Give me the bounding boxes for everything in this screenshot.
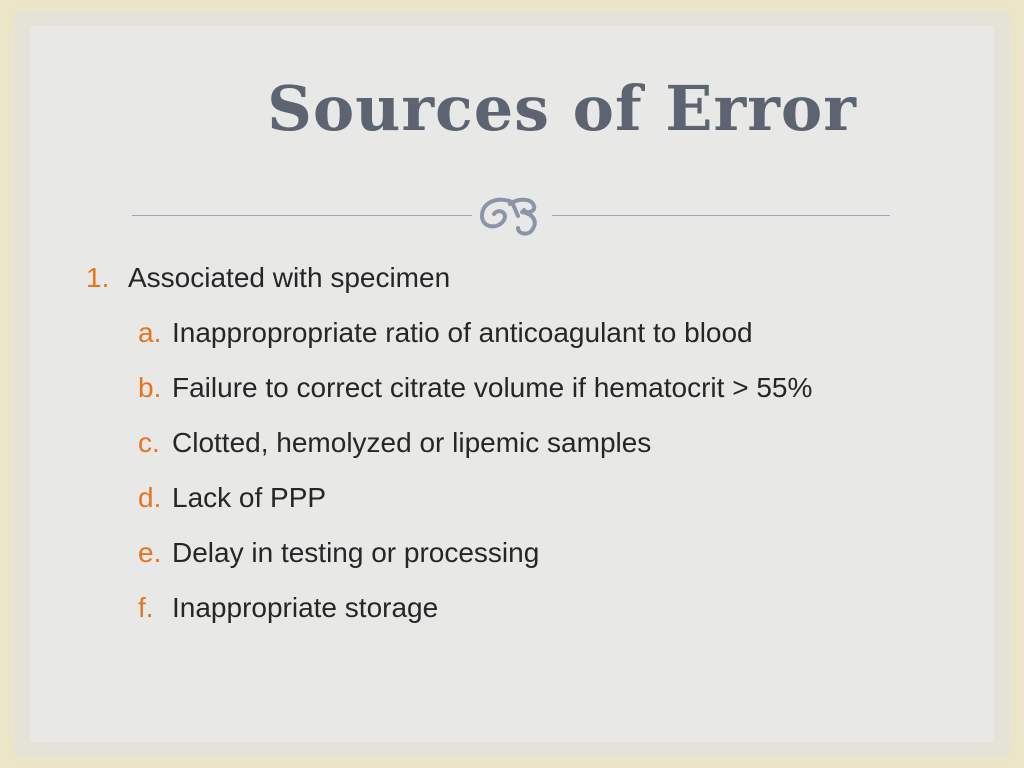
sub-list-marker: e. bbox=[138, 537, 162, 568]
sub-list-item bbox=[86, 592, 986, 647]
sub-list-item bbox=[86, 317, 986, 372]
sub-list-text: Lack of PPP bbox=[172, 482, 327, 513]
sub-list-text: Clotted, hemolyzed or lipemic samples bbox=[172, 427, 652, 458]
sub-list-text: Delay in testing or processing bbox=[172, 537, 540, 568]
flourish-ornament-icon bbox=[468, 192, 558, 238]
sub-list-marker: d. bbox=[138, 482, 162, 513]
sub-list-marker: b. bbox=[138, 372, 162, 403]
sub-list-marker: f. bbox=[138, 592, 154, 623]
sub-list-text: Failure to correct citrate volume if hematocrit > 55% bbox=[172, 372, 813, 403]
sub-list-marker: a. bbox=[138, 317, 162, 348]
sub-list-item bbox=[86, 372, 986, 427]
title-divider-left bbox=[132, 215, 472, 216]
sub-list-item bbox=[86, 427, 986, 482]
sub-list-item bbox=[86, 537, 986, 592]
sub-list-text: Inappropriate storage bbox=[172, 592, 439, 623]
title-divider-right bbox=[552, 215, 890, 216]
list-item-text: Associated with specimen bbox=[128, 262, 451, 293]
bullet-list bbox=[86, 262, 986, 647]
sub-list-text: Inappropropriate ratio of anticoagulant to blood bbox=[172, 317, 753, 348]
list-number: 1. bbox=[86, 262, 110, 293]
sub-list-item bbox=[86, 482, 986, 537]
slide-title: Sources of Error bbox=[267, 72, 857, 145]
list-item bbox=[86, 262, 986, 317]
sub-list-marker: c. bbox=[138, 427, 160, 458]
